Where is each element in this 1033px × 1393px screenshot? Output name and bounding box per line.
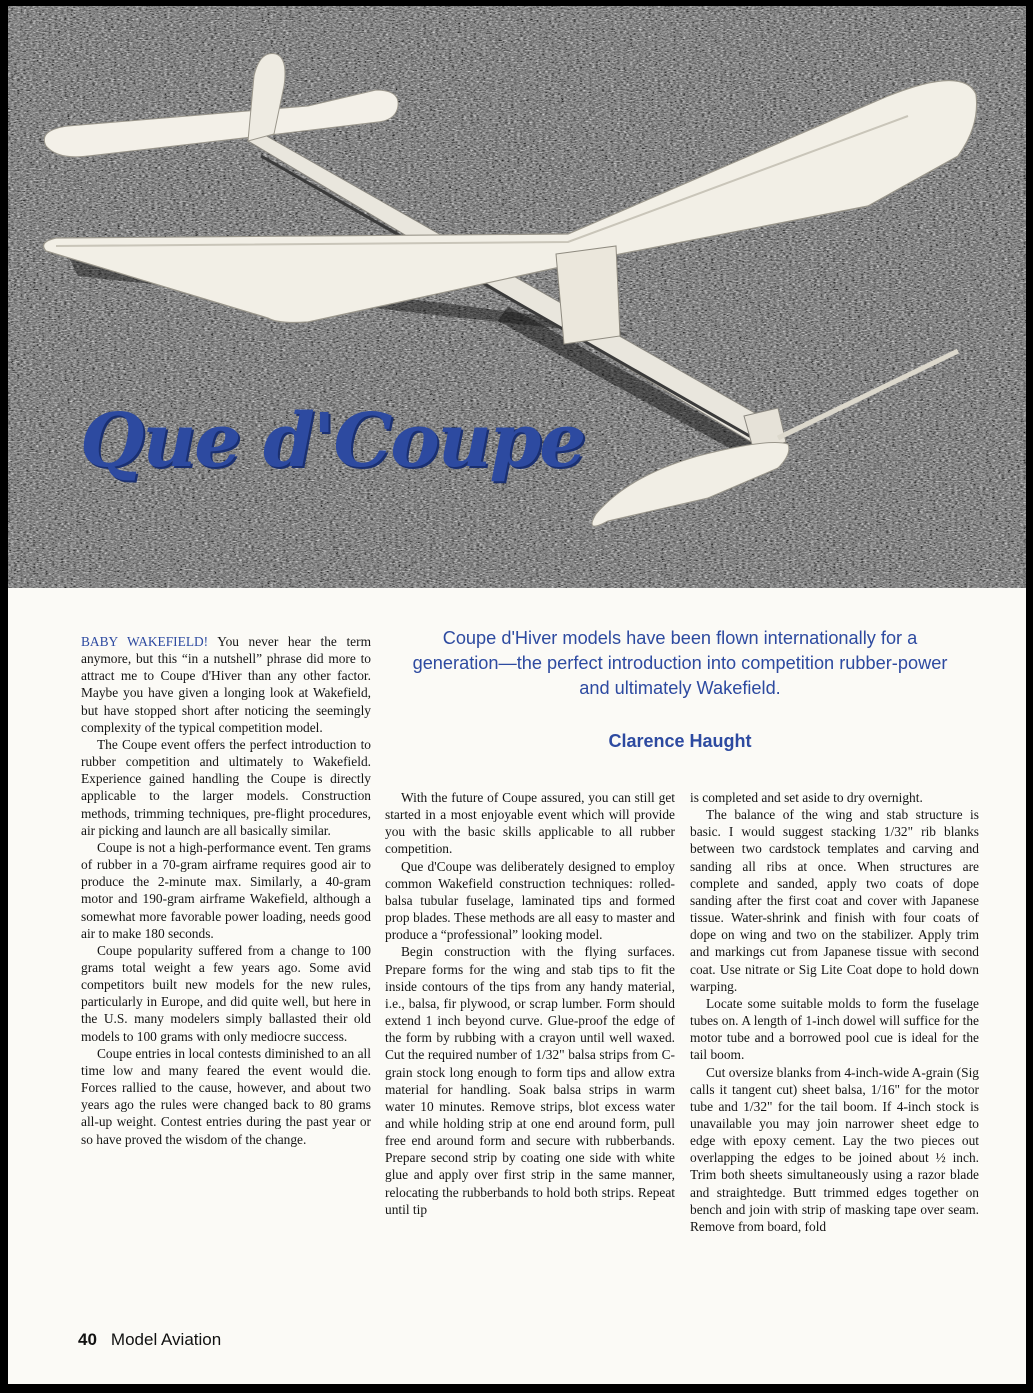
text-column-2 [385,789,675,1218]
paragraph: Que d'Coupe was deliberately designed to employ common Wakefield construction techniques: rolled-balsa tubular fuselage, laminated tips and formed prop blades. These methods are all easy to master and produce a “professional” looking model. [385,858,675,943]
paragraph: Coupe entries in local contests diminished to an all time low and many feared the event would die. Forces rallied to the cause, however, and about two years ago the rules were changed back to 80 grams all-up weight. Contest entries during the past year or so have proved the wisdom of the change. [81,1045,371,1147]
author-byline: Clarence Haught [608,731,752,751]
page-number: 40 [78,1330,97,1349]
paragraph: Coupe is not a high-performance event. Ten grams of rubber in a 70-gram airframe requires good air to produce the 2-minute max. Similarly, a 40-gram motor and 190-gram airframe Wakefield, although a somewhat more favorable power loading, needs good air to make 180 seconds. [81,839,371,941]
paragraph: The Coupe event offers the perfect introduction to rubber competition and ultimately to Wakefield. Experience gained handling the Coupe is directly applicable to the larger models. Construction methods, trimming techniques, pre-flight procedures, air picking and launch are all basically similar. [81,736,371,838]
paragraph: The balance of the wing and stab structure is basic. I would suggest stacking 1/32" rib blanks between two cardstock templates and carving and sanding all ribs at once. When structures are complete and sanded, apply two coats of dope sanding after the first coat and cover with Japanese tissue. Water-shrink and finish with four coats of dope on wing and two on the stabilizer. Apply trim and markings cut from Japanese tissue with second coat. Use nitrate or Sig Lite Coat dope to hold down warping. [690,807,979,994]
text-column-3 [690,789,979,1235]
paragraph: is completed and set aside to dry overnight. [690,790,923,805]
paragraph: With the future of Coupe assured, you can still get started in a most enjoyable event which will provide you with the basic skills applicable to all rubber competition. [385,790,675,857]
lead-in: BABY WAKEFIELD! [81,634,209,649]
paragraph: Cut oversize blanks from 4-inch-wide A-grain (Sig calls it tangent cut) sheet balsa, 1/16" for the motor tube and 1/32" for the tail boom. If 4-inch stock is unavailable you may join narrower sheet edge to edge with epoxy cement. Lay the two pieces out overlapping the edges to be joined about ½ inch. Trim both sheets simultaneously using a razor blade and straightedge. Butt trimmed edges together on bench and join with strip of masking tape over seam. Remove from board, fold [690,1064,979,1234]
magazine-page [8,6,1026,1384]
article-deck: Coupe d'Hiver models have been flown internationally for a generation—the perfect introduction into competition rubber-power and ultimately Wakefield. [412,628,948,698]
paragraph: Begin construction with the flying surfaces. Prepare forms for the wing and stab tips to fit the inside contours of the tips from any handy material, i.e., balsa, fir plywood, or scrap lumber. Form should extend 1 inch beyond curve. Glue-proof the edge of the form by rubbing with a crayon until well waxed. Cut the required number of 1/32" balsa strips from C-grain stock long enough to form tips and allow extra material for handling. Soak balsa strips in warm water 10 minutes. Remove strips, blot excess water and while holding strip at one end around form, pull free end around form and secure with rubberbands. Prepare second strip by coating one side with white glue and apply over first strip in the same manner, relocating the rubberbands to hold both strips. Repeat until tip [385,944,675,1217]
magazine-name: Model Aviation [110,1330,222,1349]
paragraph: Locate some suitable molds to form the fuselage tubes on. A length of 1-inch dowel will suffice for the motor tube and a borrowed pool cue is ideal for the tail boom. [690,995,979,1063]
text-column-1 [81,633,371,1148]
paragraph: Coupe popularity suffered from a change to 100 grams total weight a few years ago. Some avid competitors built new models for the new rules, particularly in Europe, and did quite well, but here in the U.S. many modelers simply ballasted their old models to 100 grams with only mediocre success. [81,942,371,1044]
page-footer [78,1330,221,1350]
article-title: Que d'Coupe [80,398,585,484]
model-airplane-photo [8,6,1026,588]
paragraph: BABY WAKEFIELD! You never hear the term anymore, but this “in a nutshell” phrase did more to attract me to Coupe d'Hiver than any other factor. Maybe you have given a longing look at Wakefield, but have stopped short after noticing the seemingly complexity of the typical competition model. [81,634,372,735]
